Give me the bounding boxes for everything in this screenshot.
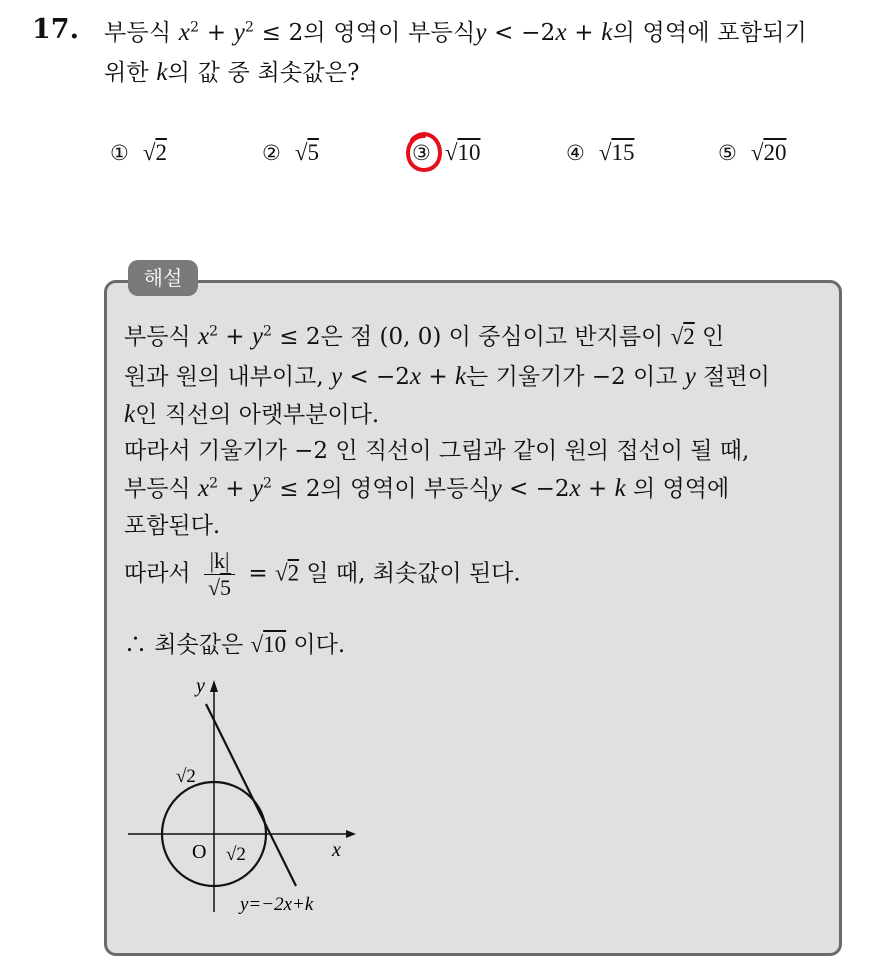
answer-circle-mark bbox=[404, 130, 444, 176]
solution-line-7: 따라서 $\frac{|k|}{√5}$ = √2 일 때, 최솟값이 된다. bbox=[124, 548, 521, 600]
tangent-line bbox=[206, 704, 296, 886]
solution-tag: 해설 bbox=[128, 260, 198, 296]
origin-label: O bbox=[192, 841, 207, 863]
choice-4[interactable]: ④ √15 bbox=[566, 140, 635, 165]
y-axis-arrow bbox=[210, 680, 218, 692]
x-radius-label: √2 bbox=[226, 844, 246, 865]
choice-2[interactable]: ② √5 bbox=[262, 140, 319, 165]
choice-3[interactable]: ③ √10 bbox=[412, 140, 481, 165]
question-number: 17. bbox=[32, 14, 79, 45]
choice-1[interactable]: ① √2 bbox=[110, 140, 167, 165]
x-axis-arrow bbox=[346, 830, 356, 838]
solution-line-4: 따라서 기울기가 −2 인 직선이 그림과 같이 원의 접선이 될 때, bbox=[124, 438, 750, 464]
x-axis-label: x bbox=[332, 839, 341, 861]
solution-line-2: 원과 원의 내부이고, y < −2x + k는 기울기가 −2 이고 y 절편이 bbox=[124, 363, 770, 390]
line-equation-label: y=−2x+k bbox=[240, 894, 314, 915]
solution-line-6: 포함된다. bbox=[124, 513, 221, 539]
solution-line-3: k인 직선의 아랫부분이다. bbox=[124, 401, 380, 428]
y-radius-label: √2 bbox=[176, 766, 196, 787]
fraction: $\frac{|k|}{√5}$ bbox=[204, 548, 235, 601]
solution-line-8: ∴ 최솟값은 √10 이다. bbox=[124, 632, 346, 658]
choice-5[interactable]: ⑤ √20 bbox=[718, 140, 787, 165]
tangent-graph bbox=[124, 668, 374, 918]
solution-line-5: 부등식 $x^2 + y^2 \le 2$의 영역이 부등식y < −2x + k 의 영역에 bbox=[124, 475, 730, 502]
question-line-1: 부등식 $x^2 + y^2 \le 2$의 영역이 부등식y < −2x + k의 영역에 포함되기 bbox=[104, 19, 807, 46]
y-axis-label: y bbox=[196, 675, 205, 697]
solution-line-1: 부등식 $x^2 + y^2 \le 2$은 점 (0, 0) 이 중심이고 반지름이 √2 인 bbox=[124, 323, 725, 350]
question-line-2: 위한 k의 값 중 최솟값은? bbox=[104, 59, 360, 86]
